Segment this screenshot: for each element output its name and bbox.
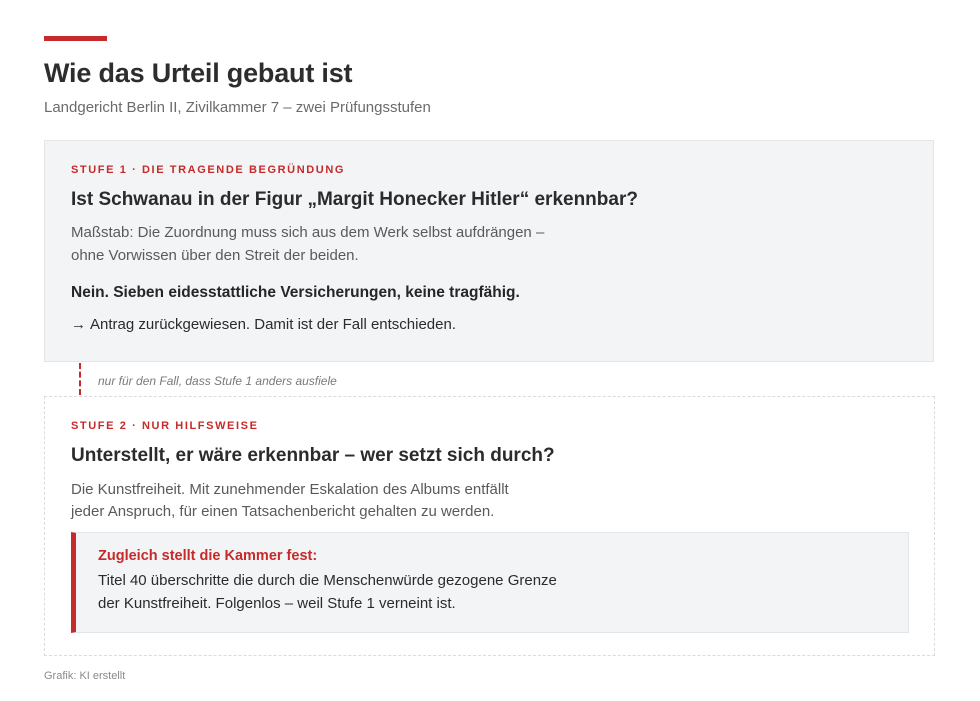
court-note-line: Titel 40 überschritte die durch die Menschenwürde gezogene Grenze [98,572,557,589]
stage-1-result-text: Antrag zurückgewiesen. Damit ist der Fall entschieden. [90,316,457,333]
page-subtitle: Landgericht Berlin II, Zivilkammer 7 – zwei Prüfungsstufen [44,99,431,116]
connector-label: nur für den Fall, dass Stufe 1 anders ausfiele [98,374,337,388]
graphic-credit: Grafik: KI erstellt [44,670,126,682]
arrow-right-icon: → [71,316,86,333]
stage-1-panel [44,140,934,362]
court-note-title: Zugleich stellt die Kammer fest: [98,548,318,564]
court-note-callout [71,532,909,633]
stage-1-body-line: ohne Vorwissen über den Streit der beiden. [71,247,359,264]
stage-1-verdict: Nein. Sieben eidesstattliche Versicherungen, keine tragfähig. [71,284,520,301]
stage-2-body-line: jeder Anspruch, für einen Tatsachenbericht gehalten zu werden. [71,503,495,520]
stage-2-kicker: STUFE 2 · NUR HILFSWEISE [71,420,259,432]
stage-1-question: Ist Schwanau in der Figur „Margit Honecker Hitler“ erkennbar? [71,189,638,210]
stage-2-question: Unterstellt, er wäre erkennbar – wer setzt sich durch? [71,445,555,466]
stage-2-body-line: Die Kunstfreiheit. Mit zunehmender Eskalation des Albums entfällt [71,481,509,498]
stage-2-panel [44,396,935,656]
stage-1-body-line: Maßstab: Die Zuordnung muss sich aus dem Werk selbst aufdrängen – [71,224,545,241]
stage-1-kicker: STUFE 1 · DIE TRAGENDE BEGRÜNDUNG [71,164,346,176]
page-title: Wie das Urteil gebaut ist [44,58,353,88]
dashed-connector-line [79,363,81,395]
court-note-line: der Kunstfreiheit. Folgenlos – weil Stufe 1 verneint ist. [98,595,456,612]
title-accent-bar [44,36,107,41]
stage-1-result [71,316,456,333]
